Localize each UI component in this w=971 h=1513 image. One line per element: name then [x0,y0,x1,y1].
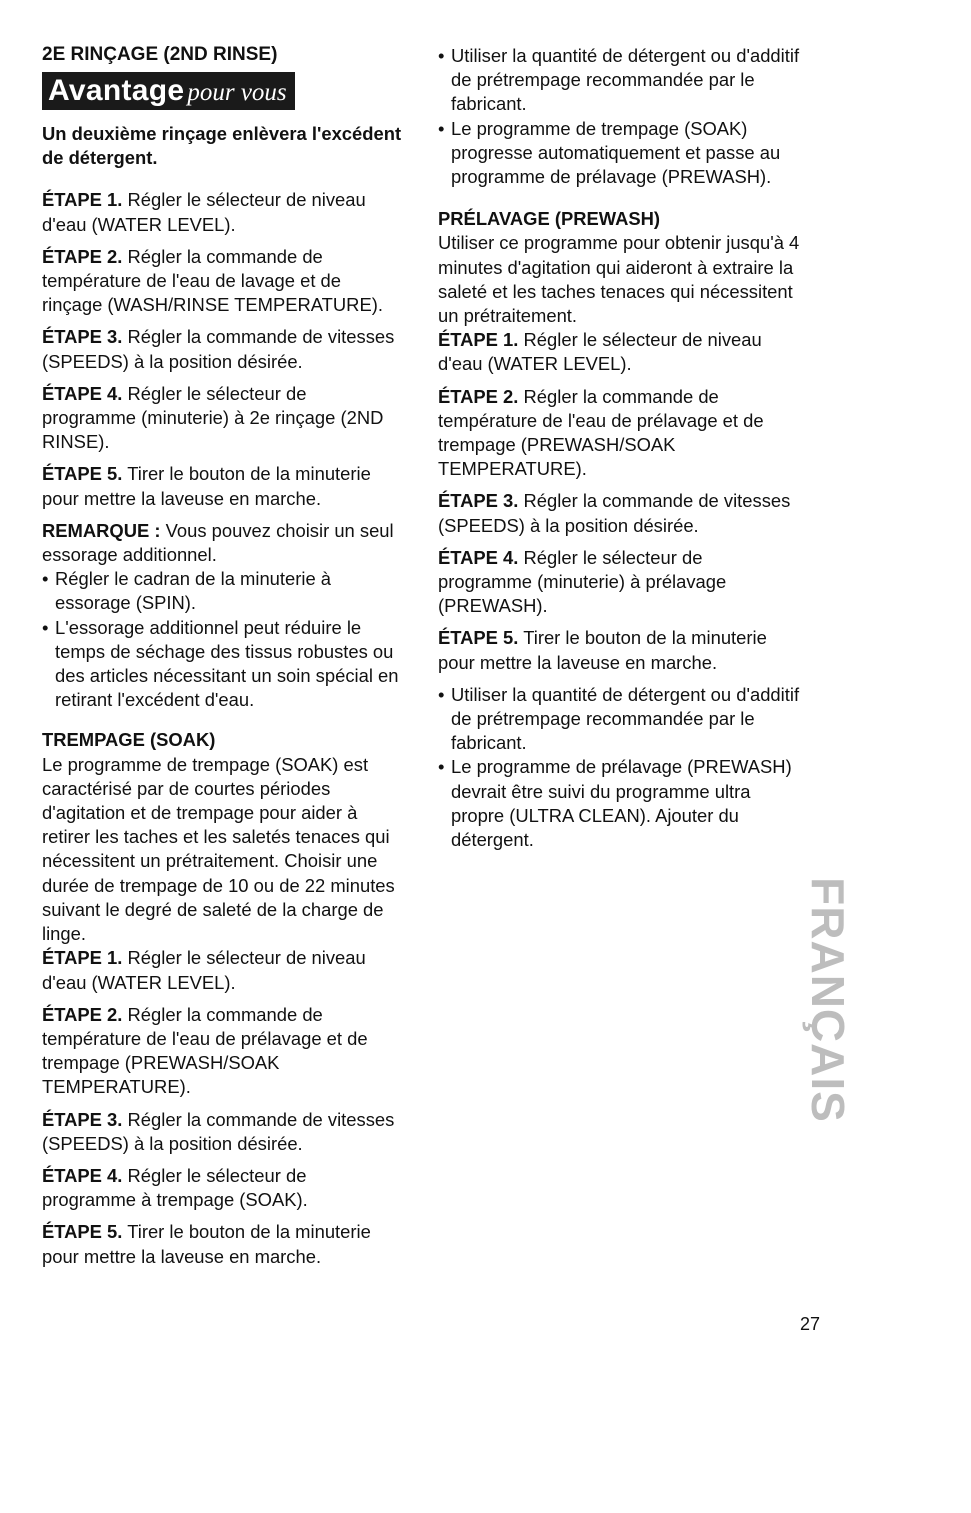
step-item [438,385,800,482]
step-text: Régler le sélecteur de programme à trempage (SOAK). [42,1164,308,1211]
bottom-bullet-list [438,683,800,852]
step-label: ÉTAPE 5. [42,1221,123,1243]
step-label: ÉTAPE 2. [42,1003,123,1025]
page-number: 27 [800,1314,821,1334]
prewash-intro: Utiliser ce programme pour obtenir jusqu'à 4 minutes d'agitation qui aideront à extraire la saleté et les taches tenaces qui nécessitent un prétraitement. [438,232,800,327]
step-item [42,1220,404,1268]
step-label: ÉTAPE 3. [438,490,519,512]
step-text: Régler la commande de vitesses (SPEEDS) à la position désirée. [42,326,395,372]
step-item [42,1164,404,1212]
step-item [42,382,404,455]
section-heading-2nd-rinse: 2E RINÇAGE (2ND RINSE) [42,44,278,65]
step-label: ÉTAPE 1. [42,189,123,211]
step-item [42,946,404,994]
note-label: REMARQUE : [42,519,161,541]
step-item [438,328,800,376]
list-item: • Utiliser la quantité de détergent ou d'additif de prétrempage recommandée par le fabricant. [438,683,800,756]
list-item: • Régler le cadran de la minuterie à essorage (SPIN). [42,567,404,615]
step-label: ÉTAPE 5. [438,627,519,649]
step-item [42,462,404,510]
step-text: Régler le sélecteur de niveau d'eau (WATER LEVEL). [42,947,366,993]
list-item: • L'essorage additionnel peut réduire le temps de séchage des tissus robustes ou des articles nécessitant un soin spécial en retirant l'excédent d'eau. [42,616,404,713]
list-item: • Le programme de trempage (SOAK) progresse automatiquement et passe au programme de prélavage (PREWASH). [438,117,800,190]
note-bullet-list [42,567,404,712]
step-item [42,245,404,318]
step-label: ÉTAPE 1. [438,329,519,351]
step-item [42,1003,404,1100]
side-language-label: FRANÇAIS [802,877,854,1123]
soak-intro: Le programme de trempage (SOAK) est caractérisé par de courtes périodes d'agitation et de trempage pour aider à retirer les taches et les saletés tenaces qui nécessitent un prétraitement. Choisir une durée de trempage de 10 ou de 22 minutes suivant le degré de saleté de la charge de linge. [42,753,395,945]
step-text: Régler le sélecteur de niveau d'eau (WATER LEVEL). [438,329,762,375]
step-text: Régler la commande de température de l'eau de lavage et de rinçage (WASH/RINSE TEMPERATURE). [42,245,383,316]
section-heading-soak: TREMPAGE (SOAK) [42,729,216,751]
step-text: Tirer le bouton de la minuterie pour mettre la laveuse en marche. [42,1221,371,1267]
step-text: Tirer le bouton de la minuterie pour mettre la laveuse en marche. [42,463,371,509]
step-text: Régler la commande de vitesses (SPEEDS) à la position désirée. [42,1108,395,1154]
step-text: Régler la commande de température de l'eau de prélavage et de trempage (PREWASH/SOAK TEMPERATURE). [42,1003,368,1098]
lead-text: Un deuxième rinçage enlèvera l'excédent de détergent. [42,123,402,169]
step-label: ÉTAPE 2. [42,245,123,267]
step-item [438,546,800,619]
step-label: ÉTAPE 3. [42,326,123,348]
step-text: Régler le sélecteur de programme (minuterie) à prélavage (PREWASH). [438,546,727,617]
top-bullet-list [438,44,800,189]
step-item [42,188,404,236]
step-label: ÉTAPE 4. [42,1164,123,1186]
list-item: • Le programme de prélavage (PREWASH) devrait être suivi du programme ultra propre (ULTRA CLEAN). Ajouter du détergent. [438,755,800,852]
section-heading-prewash: PRÉLAVAGE (PREWASH) [438,208,661,230]
step-item [42,325,404,373]
side-language-tab [802,877,854,1123]
step-label: ÉTAPE 1. [42,947,123,969]
step-label: ÉTAPE 4. [42,382,123,404]
banner-italic-text: pour vous [187,79,287,106]
step-label: ÉTAPE 3. [42,1108,123,1130]
step-label: ÉTAPE 4. [438,546,519,568]
step-item [42,1108,404,1156]
note-text: Vous pouvez choisir un seul essorage additionnel. [42,519,394,566]
note [42,519,404,567]
step-text: Tirer le bouton de la minuterie pour mettre la laveuse en marche. [438,627,767,673]
step-text: Régler le sélecteur de programme (minuterie) à 2e rinçage (2ND RINSE). [42,382,384,453]
step-item [438,489,800,537]
list-item: • Utiliser la quantité de détergent ou d'additif de prétrempage recommandée par le fabricant. [438,44,800,117]
left-column [42,44,404,1277]
step-item [438,626,800,674]
banner-bold-text: Avantage [48,74,185,107]
step-text: Régler la commande de température de l'eau de prélavage et de trempage (PREWASH/SOAK TEMPERATURE). [438,385,764,480]
step-text: Régler la commande de vitesses (SPEEDS) à la position désirée. [438,490,791,536]
step-label: ÉTAPE 2. [438,385,519,407]
right-column [438,44,800,868]
step-text: Régler le sélecteur de niveau d'eau (WATER LEVEL). [42,189,366,235]
avantage-banner [42,72,295,110]
step-label: ÉTAPE 5. [42,463,123,485]
